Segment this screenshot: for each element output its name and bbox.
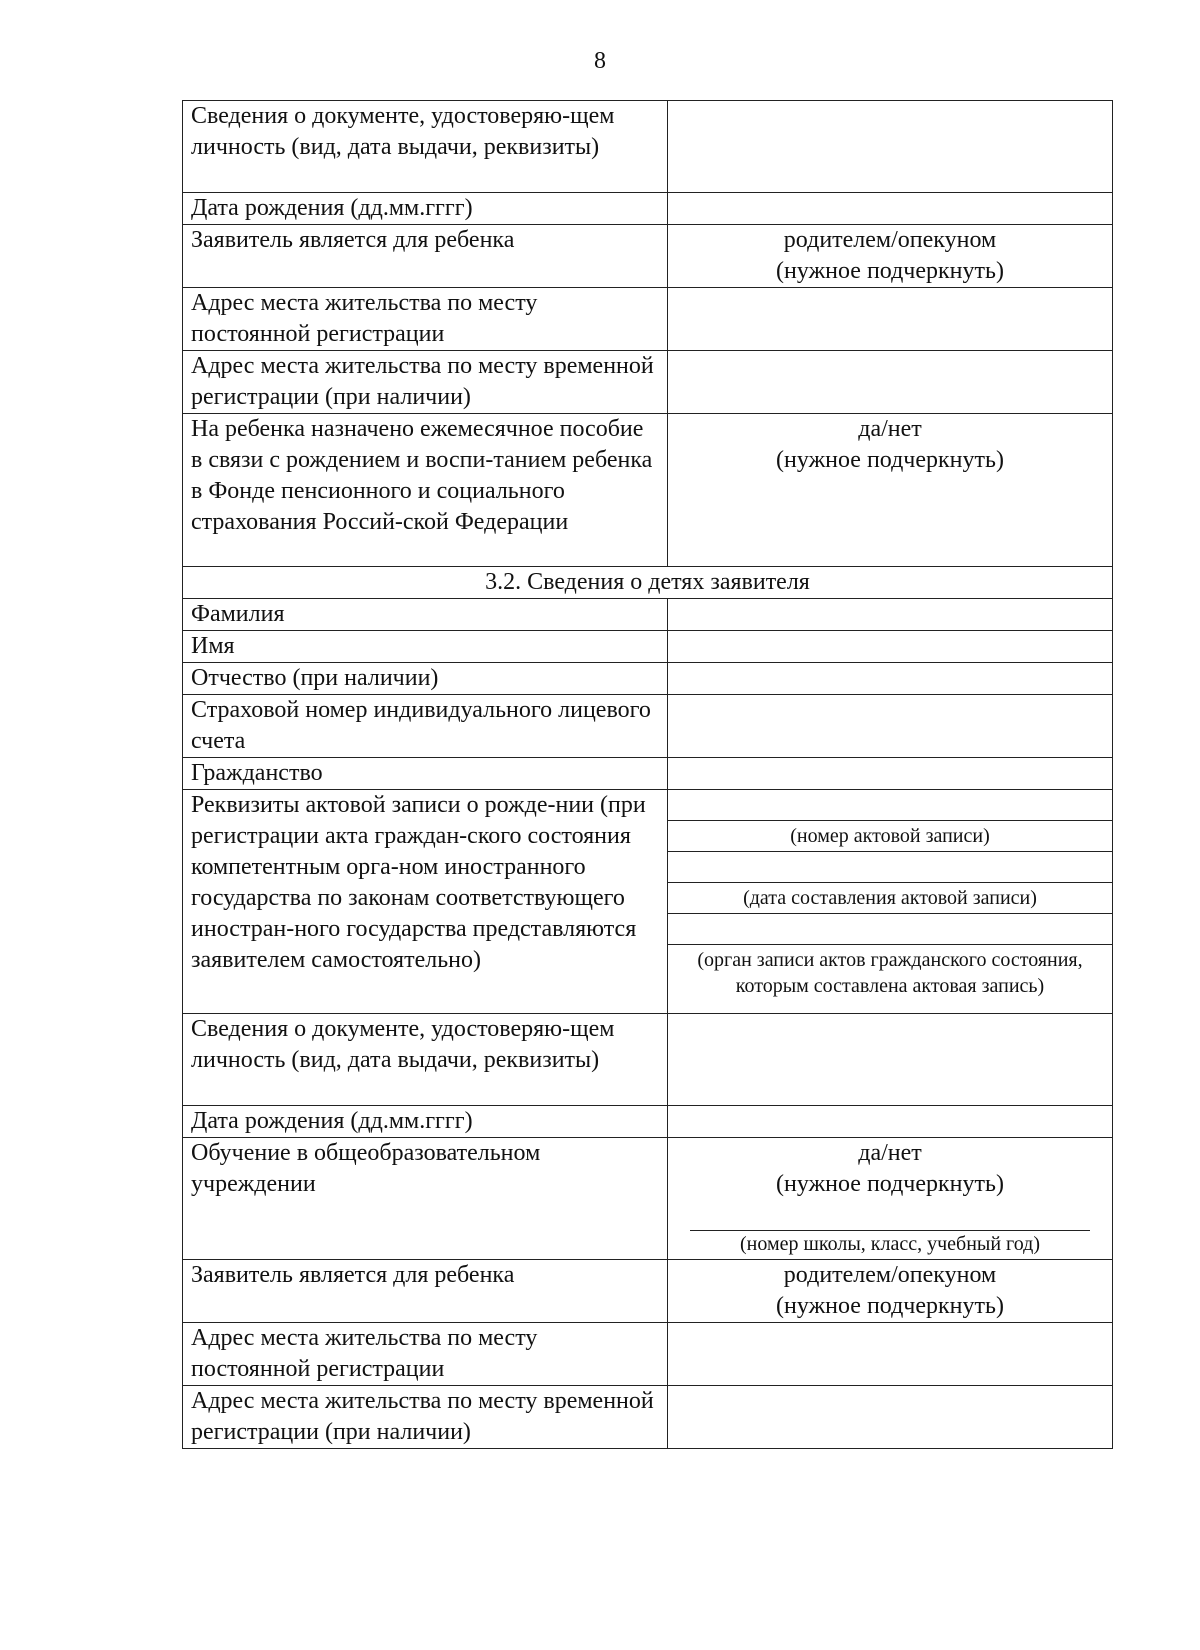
option-text: родителем/опекуном (783, 227, 997, 253)
table-row (183, 351, 1113, 414)
field-label: На ребенка назначено ежемесячное пособие в связи с рождением и воспи-танием ребенка в Фонде пенсионного и социального страхования Россий-ской Федерации (183, 414, 668, 567)
table-row (183, 1106, 1113, 1138)
field-label: Гражданство (183, 758, 668, 790)
field-label: Дата рождения (дд.мм.гггг) (183, 1106, 668, 1138)
option-text: родителем/опекуном (783, 1262, 997, 1288)
child-surname-value[interactable] (668, 599, 1113, 631)
field-caption: (номер актовой записи) (668, 821, 1112, 852)
education-value[interactable] (668, 1138, 1113, 1260)
field-label: Реквизиты актовой записи о рожде-нии (при регистрации акта граждан-ского состояния компетентным орга-ном иностранного государства по законам соответствующего иностран-ного государства представляются заявителем самостоятельно) (183, 790, 668, 1014)
field-label: Имя (183, 631, 668, 663)
table-row (183, 631, 1113, 663)
child-name-value[interactable] (668, 631, 1113, 663)
table-row (183, 225, 1113, 288)
table-row (183, 288, 1113, 351)
table-row (183, 790, 1113, 1014)
applicant-role-value[interactable] (668, 225, 1113, 288)
child-patronymic-value[interactable] (668, 663, 1113, 695)
child-address-permanent-value[interactable] (668, 1323, 1113, 1386)
table-row (183, 414, 1113, 567)
table-row (183, 1138, 1113, 1260)
table-row (183, 1260, 1113, 1323)
option-hint: (нужное подчеркнуть) (776, 447, 1004, 473)
child-address-temporary-value[interactable] (668, 1386, 1113, 1449)
option-text: да/нет (858, 416, 922, 442)
child-citizenship-value[interactable] (668, 758, 1113, 790)
section-heading-row (183, 567, 1113, 599)
birth-date-value[interactable] (668, 193, 1113, 225)
field-label: Адрес места жительства по месту постоянной регистрации (183, 1323, 668, 1386)
table-row (183, 663, 1113, 695)
application-form-table (182, 100, 1113, 1449)
address-permanent-value[interactable] (668, 288, 1113, 351)
address-temporary-value[interactable] (668, 351, 1113, 414)
option-hint: (нужное подчеркнуть) (776, 258, 1004, 284)
option-hint: (нужное подчеркнуть) (776, 1293, 1004, 1319)
field-label: Фамилия (183, 599, 668, 631)
birth-record-date-input[interactable] (668, 852, 1112, 883)
table-row (183, 101, 1113, 193)
table-row (183, 599, 1113, 631)
field-caption: (дата составления актовой записи) (668, 883, 1112, 914)
birth-record-authority-input[interactable] (668, 914, 1112, 945)
field-label: Адрес места жительства по месту временной регистрации (при наличии) (183, 351, 668, 414)
option-hint: (нужное подчеркнуть) (776, 1171, 1004, 1197)
field-caption: (орган записи актов гражданского состояния, которым составлена актовая запись) (697, 949, 1083, 997)
child-snils-value[interactable] (668, 695, 1113, 758)
option-text: да/нет (858, 1140, 922, 1166)
child-applicant-role-value[interactable] (668, 1260, 1113, 1323)
field-label: Дата рождения (дд.мм.гггг) (183, 193, 668, 225)
field-label: Обучение в общеобразовательном учреждении (183, 1138, 668, 1260)
allowance-value[interactable] (668, 414, 1113, 567)
table-row (183, 1014, 1113, 1106)
table-row (183, 758, 1113, 790)
table-row (183, 695, 1113, 758)
child-birth-date-value[interactable] (668, 1106, 1113, 1138)
birth-record-number-input[interactable] (668, 790, 1112, 821)
table-row (183, 1386, 1113, 1449)
field-label: Заявитель является для ребенка (183, 225, 668, 288)
table-row (183, 1323, 1113, 1386)
page-number: 8 (594, 48, 606, 74)
field-label: Адрес места жительства по месту постоянной регистрации (183, 288, 668, 351)
field-label: Адрес места жительства по месту временной регистрации (при наличии) (183, 1386, 668, 1449)
table-row (183, 193, 1113, 225)
field-label: Сведения о документе, удостоверяю-щем личность (вид, дата выдачи, реквизиты) (183, 101, 668, 193)
birth-record-cell (668, 790, 1113, 1014)
field-label: Сведения о документе, удостоверяю-щем личность (вид, дата выдачи, реквизиты) (183, 1014, 668, 1106)
field-label: Страховой номер индивидуального лицевого счета (183, 695, 668, 758)
id-document-value[interactable] (668, 101, 1113, 193)
field-label: Заявитель является для ребенка (183, 1260, 668, 1323)
field-label: Отчество (при наличии) (183, 663, 668, 695)
child-id-document-value[interactable] (668, 1014, 1113, 1106)
field-caption: (номер школы, класс, учебный год) (739, 1233, 1041, 1255)
section-title: 3.2. Сведения о детях заявителя (183, 567, 1113, 599)
